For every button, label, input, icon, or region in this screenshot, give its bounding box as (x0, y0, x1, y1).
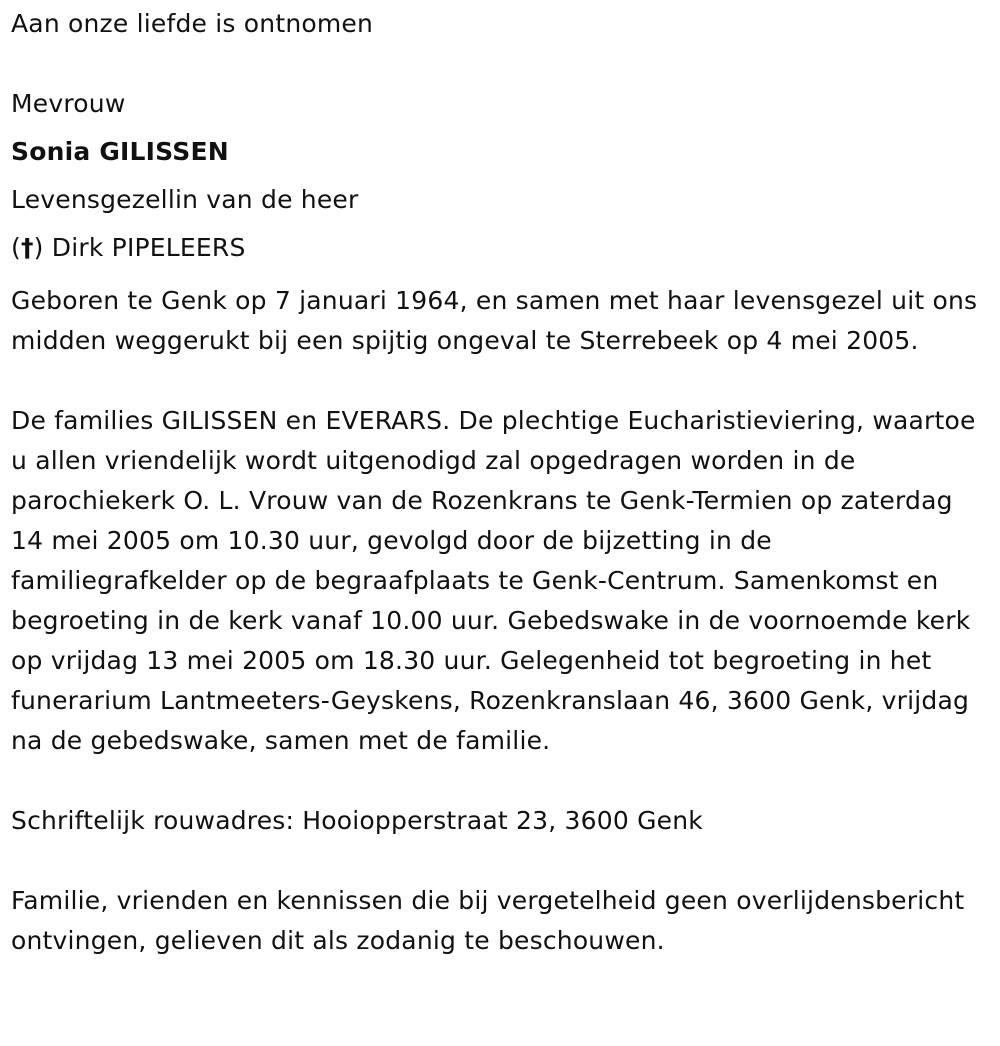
address-paragraph: Schriftelijk rouwadres: Hooiopperstraat 23, 3600 Genk (11, 806, 703, 835)
partner-paren-open: ( (11, 233, 21, 262)
intro-line: Aan onze liefde is ontnomen (11, 9, 374, 38)
birth-paragraph: Geboren te Genk op 7 januari 1964, en samen met haar levensgezel uit ons midden weggerukt bij een spijtig ongeval te Sterrebeek op 4 mei 2005. (11, 286, 978, 355)
relation-line: Levensgezellin van de heer (11, 185, 359, 214)
closing-paragraph: Familie, vrienden en kennissen die bij vergetelheid geen overlijdensbericht ontvingen, gelieven dit als zodanig te beschouwen. (11, 886, 965, 955)
partner-paren-close: ) (33, 233, 44, 262)
deceased-name: Sonia GILISSEN (11, 137, 229, 166)
ceremony-paragraph: De families GILISSEN en EVERARS. De plechtige Eucharistieviering, waartoe u allen vriendelijk wordt uitgenodigd zal opgedragen worden in de parochiekerk O. L. Vrouw van de Rozenkrans te Genk-Termien op zaterdag 14 mei 2005 om 10.30 uur, gevolgd door de bijzetting in de familiegrafkelder op de begraafplaats te Genk-Centrum. Samenkomst en begroeting in de kerk vanaf 10.00 uur. Gebedswake in de voornoemde kerk op vrijdag 13 mei 2005 om 18.30 uur. Gelegenheid tot begroeting in het funerarium Lantmeeters-Geyskens, Rozenkranslaan 46, 3600 Genk, vrijdag na de gebedswake, samen met de familie. (11, 406, 976, 755)
salutation: Mevrouw (11, 89, 126, 118)
cross-icon: † (20, 233, 34, 262)
partner-name: Dirk PIPELEERS (43, 233, 246, 262)
spacer (11, 48, 982, 80)
partner-line (11, 224, 982, 272)
